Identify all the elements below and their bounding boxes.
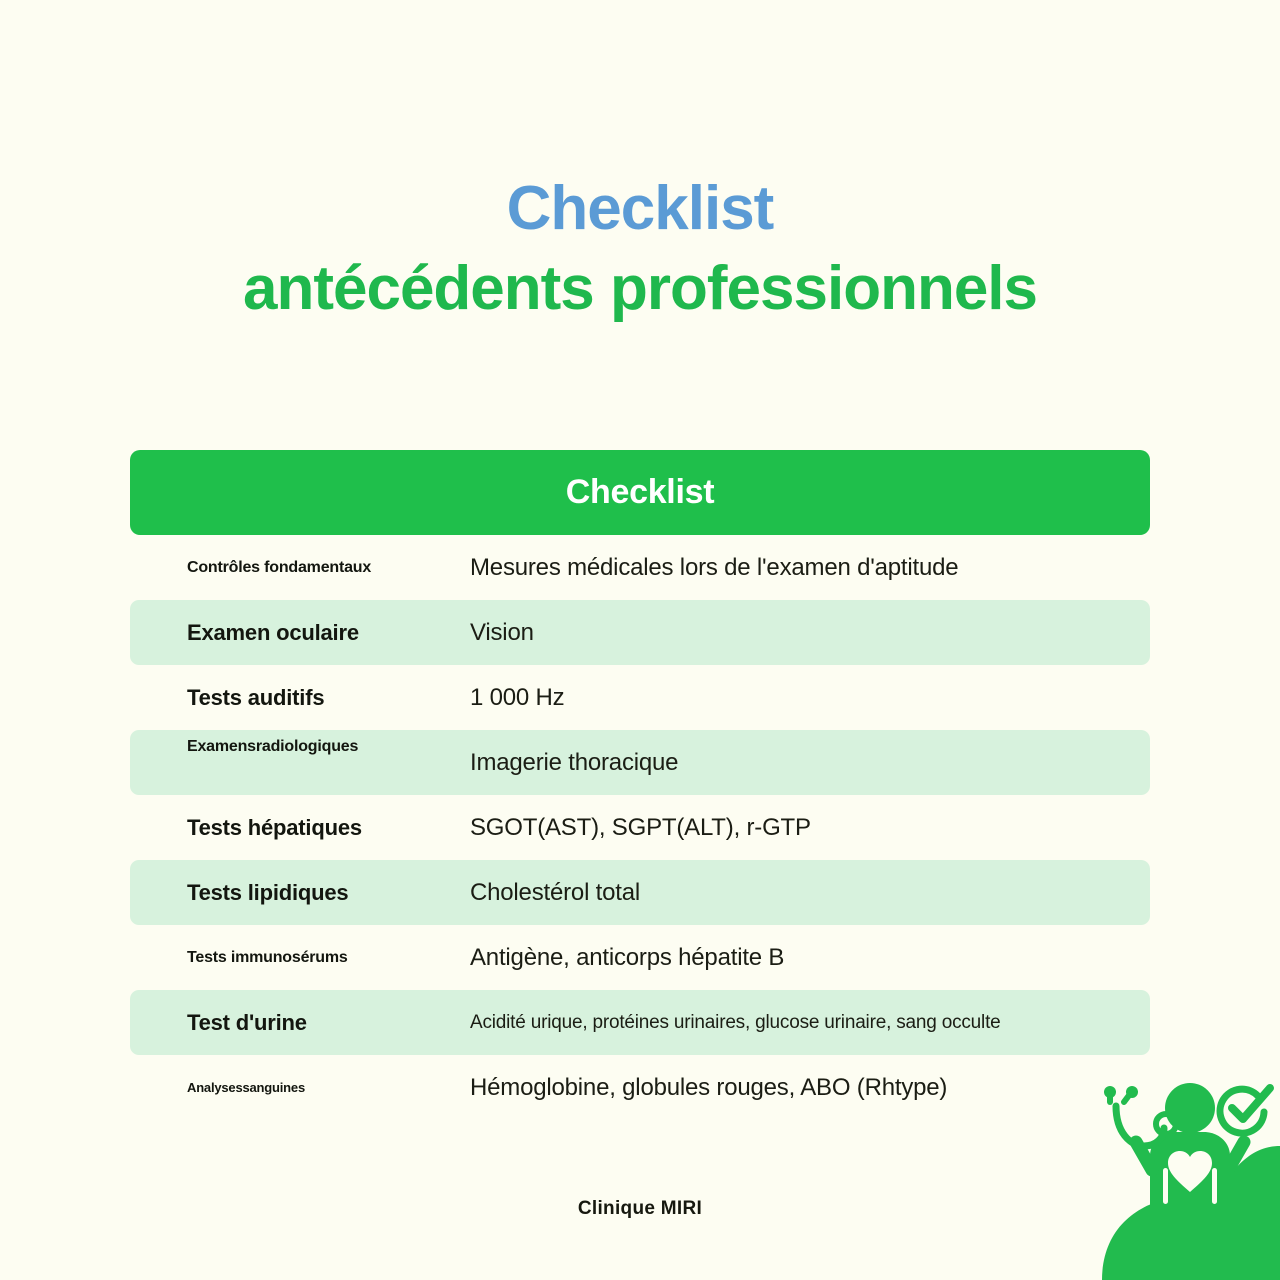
row-label: Tests hépatiques	[187, 814, 362, 840]
row-value: Mesures médicales lors de l'examen d'aptitude	[470, 553, 959, 581]
row-value: Hémoglobine, globules rouges, ABO (Rhtype)	[470, 1073, 948, 1101]
row-value: Cholestérol total	[470, 878, 641, 906]
page-title-line-2: antécédents professionnels	[242, 254, 1038, 323]
table-row	[130, 600, 1150, 665]
row-label: Test d'urine	[187, 1009, 307, 1035]
page-title-line-1: Checklist	[506, 174, 774, 243]
table-header	[130, 450, 1150, 535]
table-row	[130, 795, 1150, 860]
row-label: Examen oculaire	[187, 619, 359, 645]
row-label: Tests auditifs	[187, 684, 325, 710]
brand-footer: Clinique MIRI	[577, 1198, 703, 1219]
row-value: Imagerie thoracique	[470, 748, 679, 776]
row-label: Tests immunosérums	[187, 948, 348, 966]
table-row	[130, 860, 1150, 925]
table-row	[130, 535, 1150, 600]
table-row	[130, 730, 1150, 795]
row-value: Antigène, anticorps hépatite B	[470, 943, 785, 971]
row-label: Tests lipidiques	[187, 879, 349, 905]
row-value: 1 000 Hz	[470, 683, 565, 711]
table-header-title: Checklist	[565, 473, 715, 511]
row-value: Vision	[470, 618, 534, 646]
table-row	[130, 1055, 1150, 1120]
table-row	[130, 925, 1150, 990]
row-label: Examensradiologiques	[187, 738, 359, 755]
row-label: Analysessanguines	[187, 1080, 305, 1095]
row-value: SGOT(AST), SGPT(ALT), r-GTP	[470, 813, 811, 841]
row-label: Contrôles fondamentaux	[187, 558, 372, 576]
checklist-table	[130, 450, 1150, 1120]
row-value: Acidité urique, protéines urinaires, glucose urinaire, sang occulte	[470, 1011, 1001, 1033]
table-row	[130, 990, 1150, 1055]
table-row	[130, 665, 1150, 730]
page-title	[0, 174, 1280, 323]
